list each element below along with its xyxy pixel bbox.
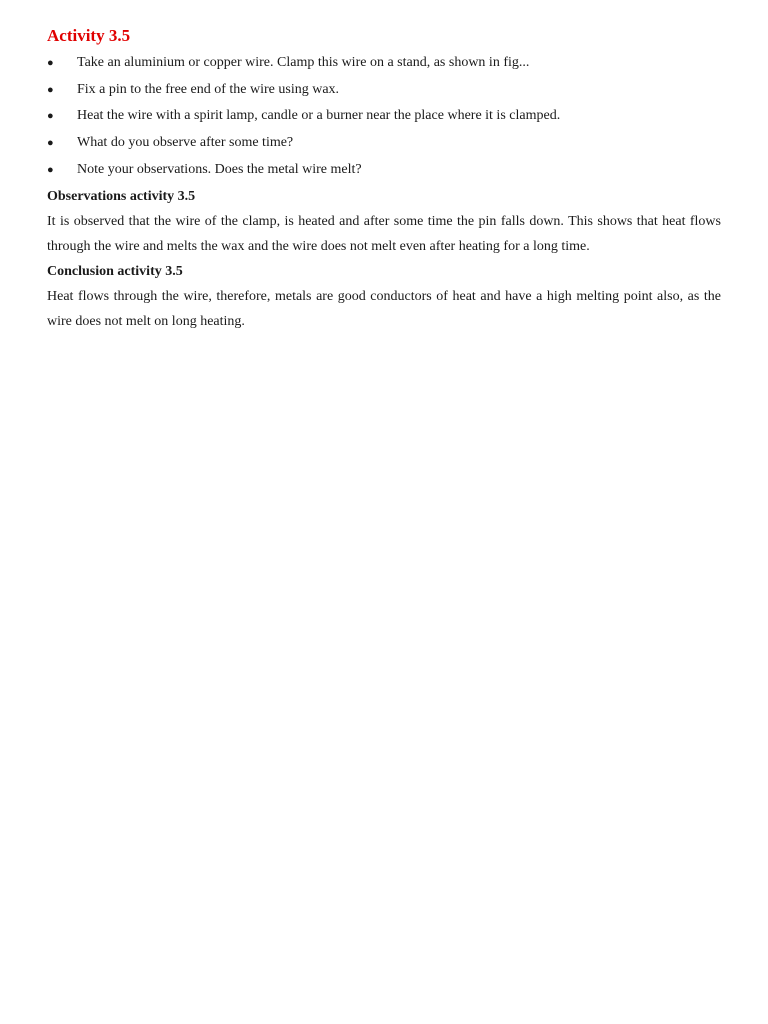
list-item-text: Heat the wire with a spirit lamp, candle or a burner near the place where it is clamped. [77,108,561,124]
bullet-icon: ● [47,57,54,69]
conclusion-heading: Conclusion activity 3.5 [47,263,183,279]
list-item [47,50,721,77]
list-item-text: Note your observations. Does the metal wire melt? [77,161,362,177]
observations-paragraph: It is observed that the wire of the clamp, is heated and after some time the pin falls down. This shows that heat flows through the wire and melts the wax and the wire does not melt even after heating for a long time. [47,213,721,254]
list-item-text: What do you observe after some time? [77,135,294,151]
list-item-text: Take an aluminium or copper wire. Clamp this wire on a stand, as shown in fig... [77,55,530,70]
list-item [47,103,721,130]
list-item-text: Fix a pin to the free end of the wire using wax. [77,81,340,97]
activity-steps-list [47,50,721,184]
document-content [47,24,721,334]
activity-title: Activity 3.5 [47,26,131,45]
list-item [47,130,721,157]
bullet-icon: ● [47,83,54,96]
observations-heading: Observations activity 3.5 [47,188,196,204]
bullet-icon: ● [47,137,54,150]
list-item [47,77,721,104]
bullet-icon: ● [47,110,54,123]
conclusion-paragraph: Heat flows through the wire, therefore, metals are good conductors of heat and have a high melting point also, as the wire does not melt on long heating. [47,288,721,329]
bullet-icon: ● [47,163,54,176]
list-item [47,157,721,184]
